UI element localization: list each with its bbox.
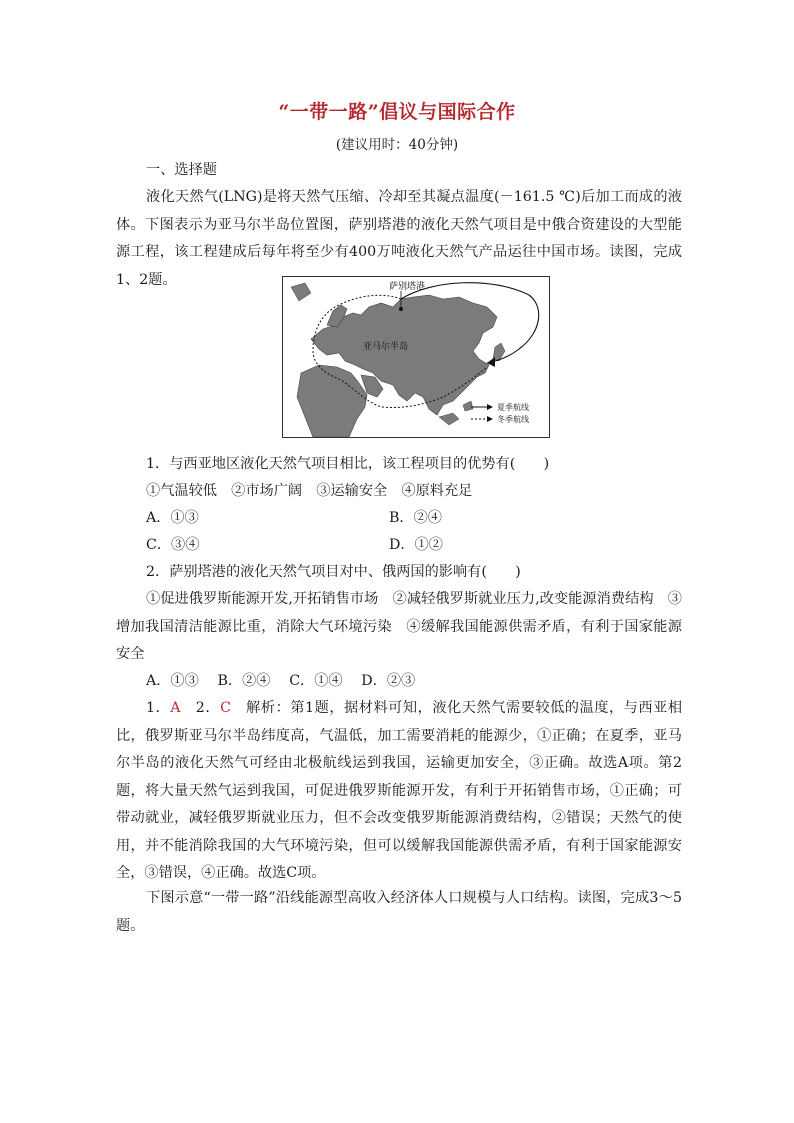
question-1-option-c: C．③④ [146, 537, 200, 553]
question-2-items: ①促进俄罗斯能源开发,开拓销售市场 ②减轻俄罗斯就业压力,改变能源消费结构 ③增加我国清洁能源比重，消除大气环境污染 ④缓解我国能源供需矛盾，有利于国家能源安全 [116, 591, 682, 662]
answer-prefix: 1． [146, 700, 171, 716]
question-1-stem: 1．与西亚地区液化天然气项目相比，该工程项目的优势有( ) [146, 456, 550, 472]
legend-winter-label: 冬季航线 [497, 415, 529, 424]
legend-summer-label: 夏季航线 [497, 403, 529, 412]
next-figure-intro: 下图示意“一带一路”沿线能源型高收入经济体人口规模与人口结构。读图，完成3～5题。 [116, 890, 682, 934]
intro-paragraph: 液化天然气(LNG)是将天然气压缩、冷却至其凝点温度(－161.5 ℃)后加工而成的液体。下图表示为亚马尔半岛位置图，萨别塔港的液化天然气项目是中俄合资建设的大型能源工程，该工程建成后每年将至少有400万吨液化天然气产品运往中国市场。读图，完成1、2题。 [116, 189, 682, 288]
question-1-option-d: D．①② [389, 537, 443, 553]
question-1-option-a: A．①③ [146, 510, 199, 526]
legend-winter-arrow [487, 416, 493, 422]
answer-key-1: A [170, 700, 181, 716]
map-graphic [283, 277, 549, 437]
question-2-options: A．①③ B．②④ C．①④ D．②③ [146, 673, 416, 689]
question-1-items: ①气温较低 ②市场广阔 ③运输安全 ④原料充足 [146, 483, 473, 499]
question-2-stem: 2．萨别塔港的液化天然气项目对中、俄两国的影响有( ) [146, 564, 521, 580]
answer-explanation [116, 695, 682, 888]
port-label: 萨别塔港 [389, 282, 426, 292]
answer-key-2: C [220, 700, 231, 716]
yamal-peninsula-map [282, 276, 550, 438]
legend-summer-arrow [487, 404, 493, 410]
section-heading: 一、选择题 [146, 162, 217, 178]
suggested-time: (建议用时：40分钟) [335, 137, 459, 153]
question-1-option-b: B．②④ [389, 510, 442, 526]
explanation-text: 解析：第1题，据材料可知，液化天然气需要较低的温度，与西亚相比，俄罗斯亚马尔半岛纬度高，气温低，加工需要消耗的能源少，①正确；在夏季，亚马尔半岛的液化天然气可经由北极航线运到我国，运输更加安全，③正确。故选A项。第2题，将大量天然气运到我国，可促进俄罗斯能源开发，有利于开拓销售市场，①正确；可带动就业，减轻俄罗斯就业压力，但不会改变俄罗斯能源消费结构，②错误；天然气的使用，并不能消除我国的大气环境污染，但可以缓解我国能源供需矛盾，有利于国家能源安全，③错误，④正确。故选C项。 [116, 700, 683, 881]
page-title: “一带一路”倡议与国际合作 [278, 101, 516, 123]
answer-mid: 2． [180, 700, 221, 716]
greenland-landmass [291, 283, 311, 301]
peninsula-label: 亚马尔半岛 [363, 342, 409, 352]
